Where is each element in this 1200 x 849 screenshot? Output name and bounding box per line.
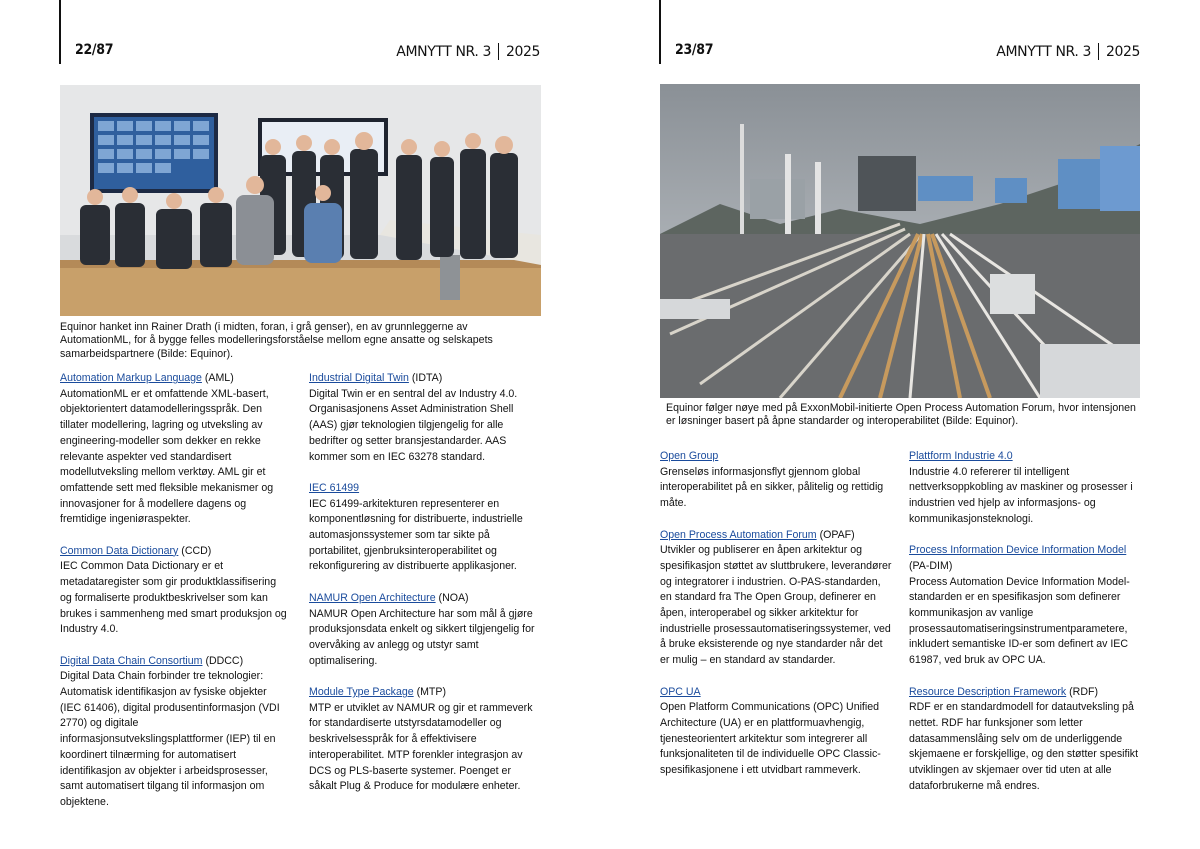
entry-abbrev: (MTP)	[413, 686, 447, 699]
page-number: 23/87	[675, 42, 714, 58]
entry-link[interactable]: Digital Data Chain Consortium	[60, 654, 203, 667]
right-column-2	[909, 449, 1141, 810]
photo-caption: Equinor følger nøye med på ExxonMobil-initierte Open Process Automation Forum, hvor intensjonen er løsninger basert på åpne standarder og interoperabilitet (Bilde: Equinor).	[666, 402, 1136, 428]
entry-text: IEC 61499-arkitekturen representerer en komponentløsning for distribuerte, industrielle automasjonssystemer som tar sikte på portabilitet, gjenbruksinteroperabilitet og rekonfigurering av distribuerte applikasjoner.	[309, 497, 523, 573]
glossary-entry	[660, 449, 892, 512]
entry-abbrev: (IDTA)	[408, 372, 443, 384]
entry-text: Open Platform Communications (OPC) Unified Architecture (UA) er en plattformuavhengig, tjenesteorientert arkitektur som integrerer all funksjonaliteten til de individuelle OPC Classic-spesifikasjonene i ett utvidbart rammeverk.	[660, 701, 881, 777]
entry-text: Grenseløs informasjonsflyt gjennom global interoperabilitet på en sikker, pålitelig og rettidig måte.	[660, 465, 884, 510]
entry-link[interactable]: IEC 61499	[309, 481, 360, 494]
entry-text: AutomationML er et omfattende XML-basert, objektorientert datamodelleringsspråk. Den tillater modellering, lagring og utveksling av engineering-modeller som dekker en rekke relevante aspekter ved standardisert modellutveksling mellom verktøy. AML gir et omfattende sett med fleksible mekanismer og innovasjoner for å modellere dagens og fremtidige ingeniøraspekter.	[60, 387, 274, 526]
entry-text: IEC Common Data Dictionary er et metadataregister som gir produktklassifisering og formaliserte produktbeskrivelser som kan brukes i sammenheng med smart produksjon og Industry 4.0.	[60, 560, 287, 636]
magazine-issue	[396, 43, 540, 60]
entry-link[interactable]: Automation Markup Language	[60, 372, 202, 384]
entry-text: Utvikler og publiserer en åpen arkitektur og spesifikasjon støttet av sluttbrukere, leverandører og integratorer i industrien. O-PAS-standarden, en standard fra The Open Group, definerer en åpen, interoperabel og sikker arkitektur for industrielle prosessautomatiseringssystemer, ved å bruke eksisterende og nye standarder når det er mulig – en standard av standarder.	[660, 544, 892, 667]
entry-text: Digital Data Chain forbinder tre teknologier: Automatisk identifikasjon av fysiske objekter (IEC 61406), digital produsentinformasjon (VDI 2770) og digitale informasjonsutvekslingsplattformer (IEP) til en koordinert tilnærming for automatisert identifikasjon av objekter i arbeidsprosesser, samt automatisert tilgang til informasjon om objektene.	[60, 670, 280, 808]
entry-link[interactable]: Common Data Dictionary	[60, 544, 179, 557]
header-rule	[659, 0, 661, 64]
glossary-entry	[309, 685, 541, 795]
entry-link[interactable]: Industrial Digital Twin	[309, 372, 409, 384]
entry-abbrev: (CCD)	[178, 544, 212, 557]
entry-abbrev: (DDCC)	[202, 654, 244, 667]
divider	[1098, 43, 1099, 60]
glossary-entry	[909, 543, 1141, 669]
glossary-entry	[909, 685, 1141, 795]
glossary-entry	[60, 654, 288, 811]
magazine-year: 2025	[1105, 43, 1140, 60]
entry-abbrev: (AML)	[201, 372, 234, 384]
glossary-entry	[909, 449, 1141, 528]
team-photo	[60, 85, 541, 316]
entry-text: Industrie 4.0 refererer til intelligent nettverksoppkobling av maskiner og prosesser i industrien ved hjelp av informasjons- og kommunikasjonsteknologi.	[909, 465, 1133, 525]
header-rule	[59, 0, 61, 64]
entry-text: RDF er en standardmodell for datautveksling på nettet. RDF har funksjoner som letter datasammenslåing selv om de underliggende skjemaene er forskjellige, og den støtter spesifikt utviklingen av skjemaer over tid uten at alle dataforbrukerne må endres.	[909, 701, 1139, 792]
glossary-entry	[660, 685, 892, 779]
entry-link[interactable]: Resource Description Framework	[909, 685, 1067, 698]
entry-link[interactable]: OPC UA	[660, 685, 701, 698]
right-page	[600, 0, 1200, 849]
right-column-1	[660, 449, 892, 794]
magazine-title: AMNYTT NR. 3	[996, 43, 1091, 60]
entry-link[interactable]: Process Information Device Information Model	[909, 544, 1127, 557]
glossary-entry	[660, 528, 892, 669]
entry-abbrev: (NOA)	[435, 591, 469, 604]
plant-photo	[660, 84, 1140, 398]
glossary-entry	[309, 591, 541, 670]
photo-caption: Equinor hanket inn Rainer Drath (i midten, foran, i grå genser), en av grunnleggerne av AutomationML, for å bygge felles modelleringsforståelse mellom egne ansatte og selskapets samarbeidspartnere (Bilde: Equinor).	[60, 321, 493, 360]
entry-text: NAMUR Open Architecture har som mål å gjøre produksjonsdata enkelt og sikkert tilgjengelig for overvåking av anlegg og utstyr samt optimalisering.	[309, 607, 535, 667]
entry-text: MTP er utviklet av NAMUR og gir et rammeverk for standardiserte utstyrsdatamodeller og beskrivelsesspråk for å effektivisere interoperabilitet. MTP forenkler integrasjon av DCS og PLS-baserte systemer. Poenget er såkalt Plug & Produce for modulære enheter.	[309, 701, 533, 793]
left-column-2	[309, 371, 541, 811]
entry-link[interactable]: Plattform Industrie 4.0	[909, 450, 1013, 462]
glossary-entry	[60, 544, 288, 638]
entry-link[interactable]: Open Process Automation Forum	[660, 528, 817, 541]
left-column-1	[60, 371, 288, 826]
entry-abbrev: (OPAF)	[816, 528, 855, 541]
entry-link[interactable]: Module Type Package	[309, 686, 414, 699]
entry-link[interactable]: Open Group	[660, 450, 719, 462]
divider	[498, 43, 499, 60]
magazine-issue	[996, 43, 1140, 60]
entry-abbrev: (RDF)	[1066, 685, 1098, 698]
magazine-year: 2025	[505, 43, 540, 60]
entry-text: Digital Twin er en sentral del av Industry 4.0. Organisasjonens Asset Administration Shell (AAS) gjør teknologien tilgjengelig for alle bedrifter og setter bransjestandarder. AAS kommer som en IEC 63278 standard.	[309, 387, 518, 463]
page-number: 22/87	[75, 42, 114, 58]
glossary-entry	[309, 371, 541, 465]
entry-abbrev: (PA-DIM)	[909, 559, 953, 572]
glossary-entry	[60, 371, 288, 528]
entry-link[interactable]: NAMUR Open Architecture	[309, 591, 436, 604]
magazine-title: AMNYTT NR. 3	[396, 43, 491, 60]
entry-text: Process Automation Device Information Model-standarden er en spesifikasjon som definerer kommunikasjon av vanlige prosessautomatiseringsinstrumentparametere, inkludert semantiske ID-er som definert av IEC 61987, ved bruk av OPC UA.	[909, 575, 1130, 667]
glossary-entry	[309, 481, 541, 575]
